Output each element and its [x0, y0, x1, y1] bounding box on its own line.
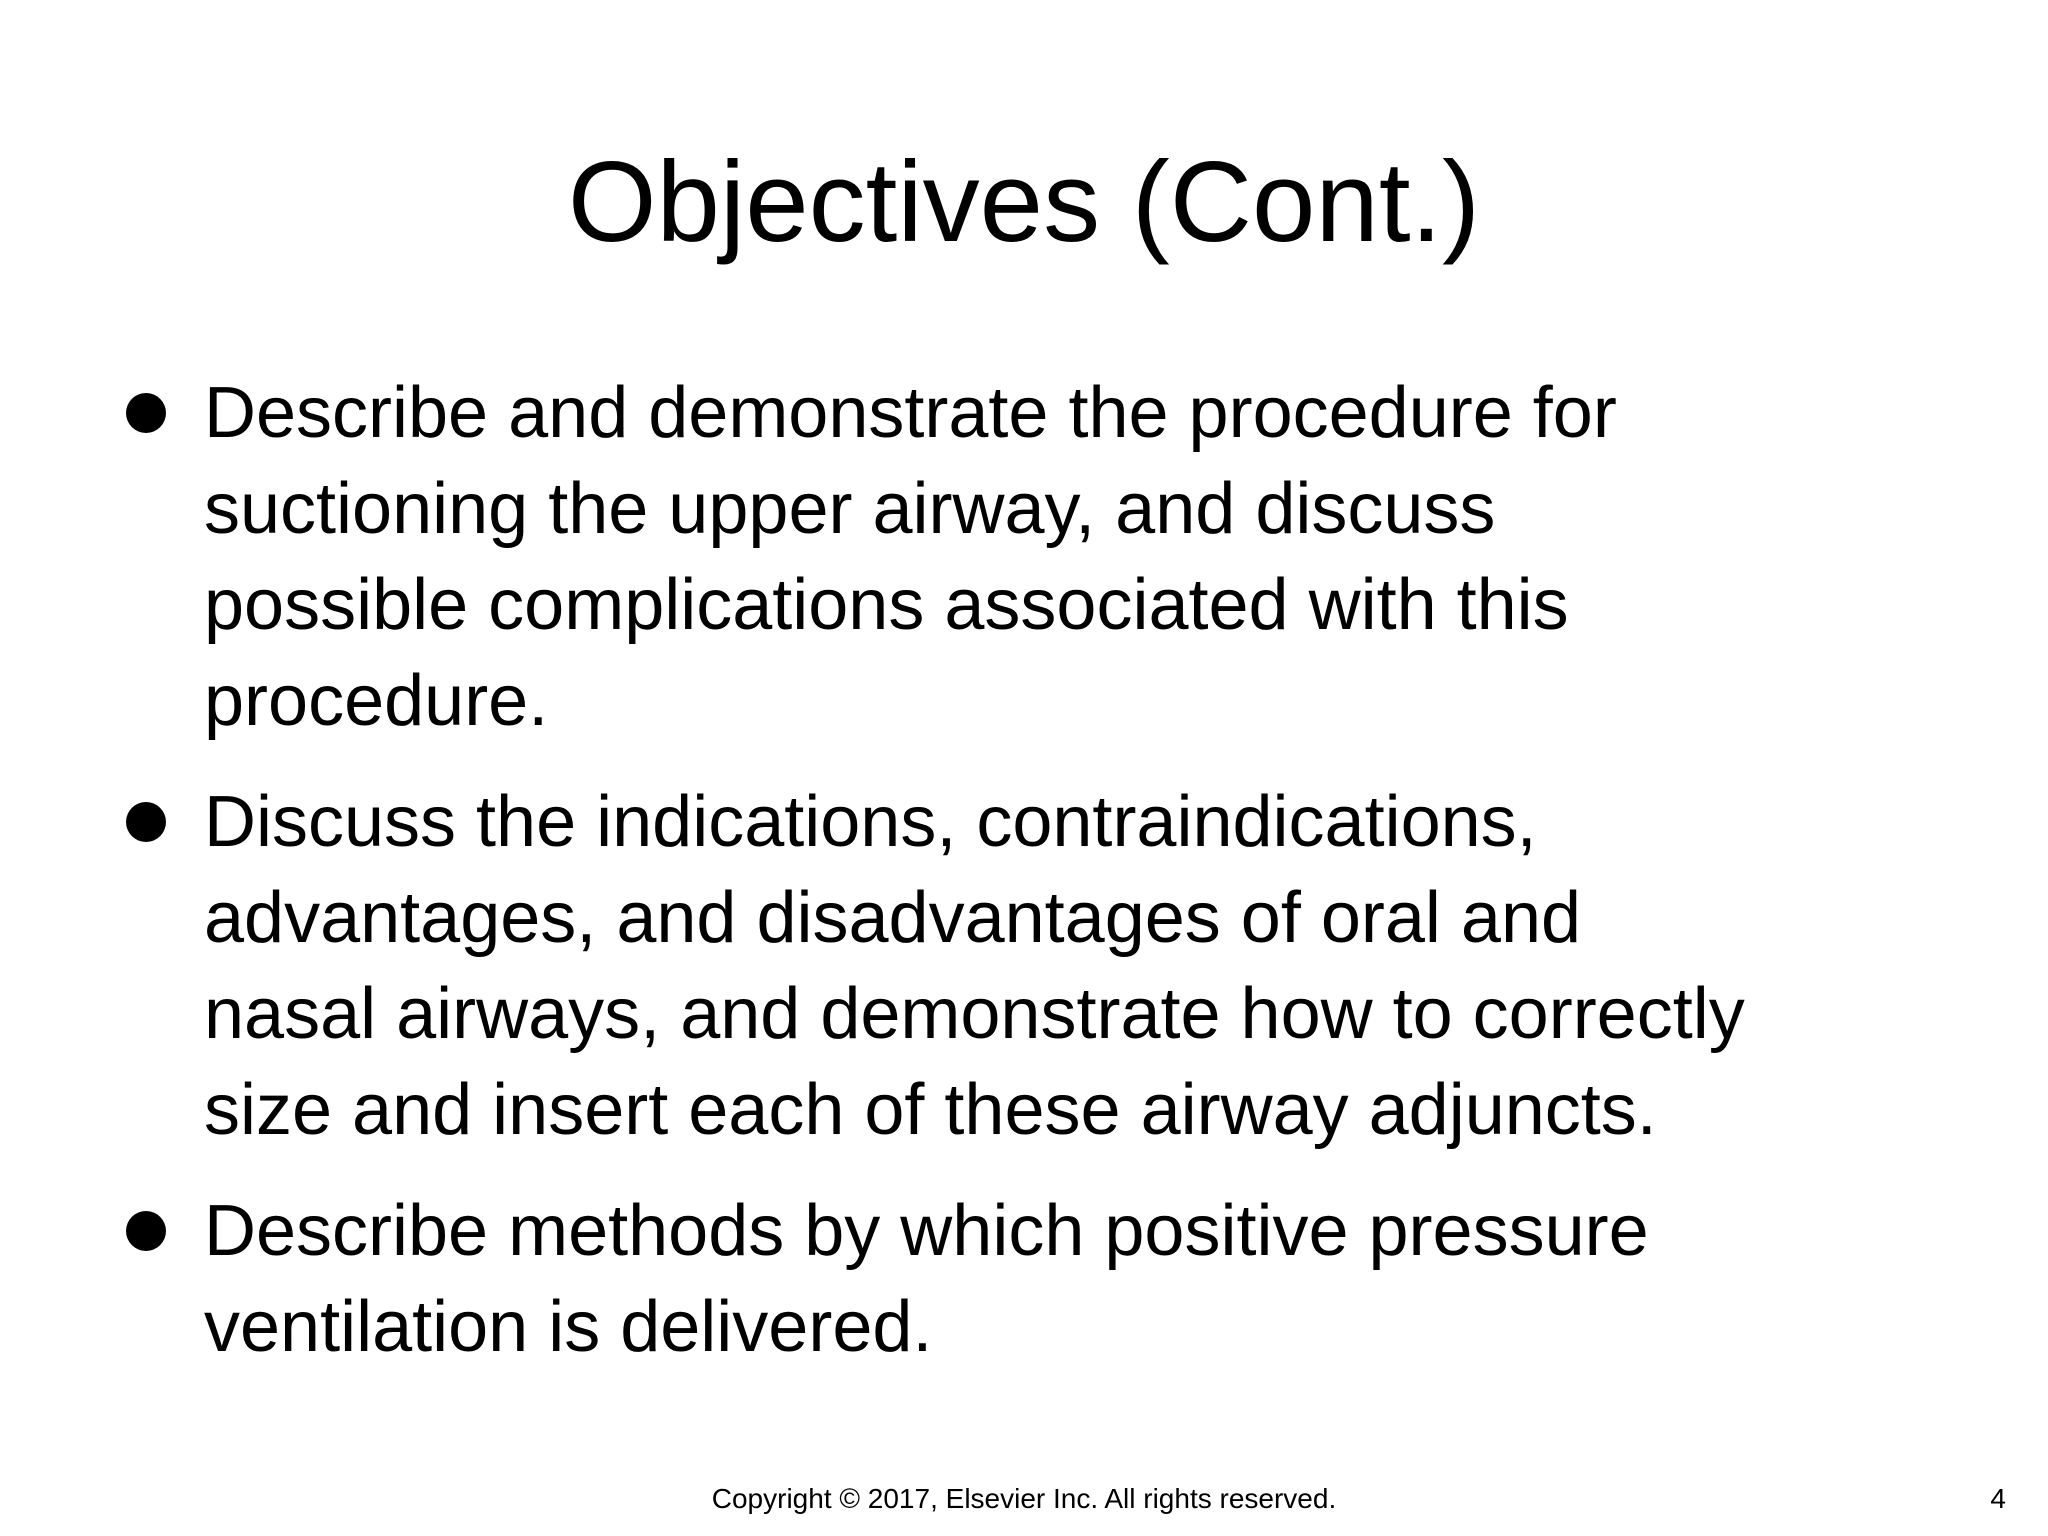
bullet-dot-icon	[126, 802, 166, 842]
objective-line: nasal airways, and demonstrate how to correctly	[204, 974, 1745, 1054]
objective-item	[0, 1183, 2048, 1375]
bullet-dot-icon	[126, 393, 166, 433]
objectives-list	[0, 365, 2048, 1400]
objective-line: possible complications associated with this	[204, 565, 1569, 645]
bullet-dot-icon	[126, 1211, 166, 1251]
slide-number: 4	[1990, 1483, 2006, 1514]
objective-item	[0, 774, 2048, 1158]
objective-line: suctioning the upper airway, and discuss	[204, 469, 1496, 549]
slide-title: Objectives (Cont.)	[567, 139, 1481, 266]
objective-line: Describe and demonstrate the procedure for	[204, 373, 1617, 453]
objective-line: Discuss the indications, contraindications,	[204, 782, 1537, 862]
objective-line: size and insert each of these airway adjuncts.	[204, 1070, 1657, 1150]
objective-line: procedure.	[204, 661, 549, 741]
objective-item	[0, 365, 2048, 749]
objective-line: advantages, and disadvantages of oral and	[204, 878, 1582, 958]
copyright-footer: Copyright © 2017, Elsevier Inc. All rights reserved.	[711, 1483, 1337, 1514]
objective-line: ventilation is delivered.	[204, 1287, 933, 1367]
objective-line: Describe methods by which positive pressure	[204, 1191, 1649, 1271]
